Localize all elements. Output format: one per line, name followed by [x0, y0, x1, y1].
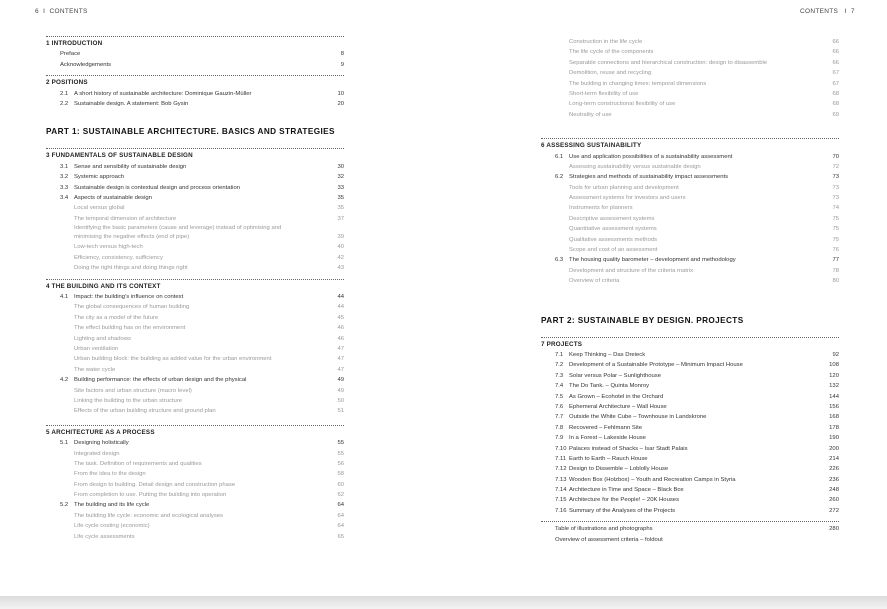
toc-subentry[interactable]: Overview of criteria 80 [569, 278, 839, 285]
divider [541, 337, 839, 338]
toc-entry[interactable]: 5.2 The building and its life cycle 64 [60, 502, 344, 509]
chapter-heading: 6 ASSESSING SUSTAINABILITY [541, 142, 642, 150]
toc-subentry[interactable]: Descriptive assessment systems 75 [569, 215, 839, 222]
project-entry[interactable]: 7.16 Summary of the Analyses of the Projects 272 [555, 507, 839, 514]
project-entry[interactable]: 7.12 Design to Dissemble – Loblolly House 226 [555, 466, 839, 473]
toc-subentry[interactable]: The life cycle of the components 66 [569, 49, 839, 56]
chapter-heading: 1 INTRODUCTION [46, 40, 103, 47]
divider [46, 425, 344, 426]
toc-entry[interactable]: 5.1 Designing holistically 55 [60, 440, 344, 447]
toc-subentry[interactable]: Construction in the life cycle 66 [569, 39, 839, 45]
toc-subentry[interactable]: Tools for urban planning and development 73 [569, 184, 839, 191]
toc-entry[interactable]: 3.4 Aspects of sustainable design 35 [60, 194, 344, 201]
project-entry[interactable]: 7.9 In a Forest – Lakeside House 190 [555, 435, 839, 442]
left-header-title: CONTENTS [49, 8, 88, 15]
toc-subentry[interactable]: From design to building. Detail design and construction phase 60 [74, 481, 344, 488]
toc-subentry[interactable]: Long-term constructional flexibility of use 68 [569, 101, 839, 108]
left-page-toc [46, 31, 344, 542]
project-entry[interactable]: 7.11 Earth to Earth – Rauch House 214 [555, 455, 839, 462]
toc-subentry[interactable]: Development and structure of the criteria matrix 78 [569, 267, 839, 274]
toc-subentry[interactable]: The building life cycle: economic and ecological analyses 64 [74, 512, 344, 519]
toc-subentry[interactable]: The temporal dimension of architecture 37 [74, 215, 344, 222]
project-entry[interactable]: 7.4 The Do Tank. – Quinta Monroy 132 [555, 383, 839, 390]
chapter-heading: 4 THE BUILDING AND ITS CONTEXT [46, 282, 161, 290]
toc-subentry[interactable]: Scope and cost of an assessment 76 [569, 247, 839, 254]
chapter-heading: 2 POSITIONS [46, 79, 88, 87]
toc-subentry[interactable]: The task. Definition of requirements and qualities 56 [74, 460, 344, 467]
divider [46, 75, 344, 76]
toc-subentry[interactable]: Linking the building to the urban structure 50 [74, 397, 344, 404]
header-separator: I [844, 8, 847, 15]
toc-subentry[interactable]: Efficiency, consistency, sufficiency 42 [74, 254, 344, 261]
chapter-heading: 5 ARCHITECTURE AS A PROCESS [46, 428, 155, 436]
right-header-title: CONTENTS [800, 8, 839, 15]
toc-entry[interactable]: 3.1 Sense and sensibility of sustainable design 30 [60, 163, 344, 170]
toc-subentry[interactable]: The water cycle 47 [74, 366, 344, 373]
toc-subentry[interactable]: Doing the right things and doing things right 43 [74, 265, 344, 272]
header-separator: I [43, 8, 46, 15]
right-page-toc [541, 37, 839, 545]
project-entry[interactable]: 7.13 Wooden Box (Holzbox) – Youth and Recreation Camps in Styria 236 [555, 476, 839, 483]
toc-subentry[interactable]: Instruments for planners 74 [569, 205, 839, 212]
toc-entry[interactable]: 3.2 Systemic approach 32 [60, 174, 344, 181]
toc-subentry[interactable]: From the idea to the design 58 [74, 471, 344, 478]
left-page-number: 6 [35, 8, 39, 15]
right-page-number: 7 [850, 8, 855, 15]
toc-subentry[interactable]: Lighting and shadows 46 [74, 335, 344, 342]
project-entry[interactable]: 7.14 Architecture in Time and Space – Black Box 248 [555, 487, 839, 494]
project-entry[interactable]: 7.3 Solar versus Polar – Sunlighthouse 120 [555, 372, 839, 379]
part-heading: PART 2: SUSTAINABLE BY DESIGN. PROJECTS [541, 315, 744, 325]
toc-subentry[interactable]: Effects of the urban building structure and ground plan 51 [74, 408, 344, 415]
project-entry[interactable]: 7.10 Palaces instead of Shacks – Isar Stadt Palais 200 [555, 445, 839, 452]
toc-subentry[interactable]: The city as a model of the future 45 [74, 314, 344, 321]
toc-subentry[interactable]: Integrated design 55 [74, 450, 344, 457]
project-entry[interactable]: 7.7 Outside the White Cube – Townhouse in Landskrone 168 [555, 414, 839, 421]
divider [541, 521, 839, 522]
toc-subentry[interactable]: Assessment systems for investors and users 73 [569, 195, 839, 202]
part-heading: PART 1: SUSTAINABLE ARCHITECTURE. BASICS AND STRATEGIES [46, 127, 335, 137]
right-running-header [800, 8, 855, 15]
divider [46, 148, 344, 149]
toc-entry[interactable]: 2.1 A short history of sustainable architecture: Dominique Gauzin-Müller 10 [60, 90, 344, 97]
divider [46, 36, 344, 37]
toc-subentry[interactable]: The effect building has on the environment 46 [74, 325, 344, 332]
toc-entry[interactable]: 4.1 Impact: the building’s influence on context 44 [60, 294, 344, 301]
project-entry[interactable]: 7.2 Development of a Sustainable Prototype – Minimum Impact House 108 [555, 362, 839, 369]
toc-subentry[interactable]: Low-tech versus high-tech 40 [74, 244, 344, 251]
toc-entry[interactable]: 6.3 The housing quality barometer – development and methodology 77 [555, 257, 839, 264]
divider [46, 279, 344, 280]
project-entry[interactable]: 7.5 As Grown – Ecohotel in the Orchard 144 [555, 393, 839, 400]
toc-entry[interactable]: 6.1 Use and application possibilities of a sustainability assessment 70 [555, 153, 839, 160]
toc-entry[interactable]: Preface 8 [60, 51, 344, 58]
toc-subentry[interactable]: Demolition, reuse and recycling 67 [569, 70, 839, 77]
divider [541, 138, 839, 139]
left-running-header [35, 8, 88, 15]
toc-entry[interactable]: 3.3 Sustainable design is contextual design and process orientation 33 [60, 184, 344, 191]
toc-subentry[interactable]: From completion to use. Putting the building into operation 62 [74, 492, 344, 499]
toc-entry[interactable]: 6.2 Strategies and methods of sustainability impact assessments 73 [555, 174, 839, 181]
toc-subentry[interactable]: Qualitative assessments methods 75 [569, 236, 839, 243]
toc-entry[interactable]: 2.2 Sustainable design. A statement: Bob Gysin 20 [60, 100, 344, 107]
toc-subentry[interactable]: Short-term flexibility of use 68 [569, 90, 839, 97]
toc-entry[interactable]: Overview of assessment criteria – foldout [555, 536, 663, 543]
toc-entry[interactable]: Table of illustrations and photographs 280 [555, 526, 839, 533]
page-shadow [0, 596, 887, 609]
toc-entry[interactable]: Acknowledgements 9 [60, 61, 344, 68]
toc-entry[interactable]: 4.2 Building performance: the effects of urban design and the physical 49 [60, 377, 344, 384]
toc-subentry[interactable]: Quantitative assessment systems 75 [569, 226, 839, 233]
toc-subentry[interactable]: Identifying the basic parameters (cause and leverage) instead of optimising and [74, 225, 282, 232]
toc-subentry[interactable]: The building in changing times: temporal dimensions 67 [569, 80, 839, 87]
toc-subentry[interactable]: Neutrality of use 69 [569, 111, 839, 118]
project-entry[interactable]: 7.6 Ephemeral Architecture – Wall House 156 [555, 403, 839, 410]
toc-subentry[interactable]: Assessing sustainability versus sustainable design 72 [569, 163, 839, 170]
chapter-heading: 3 FUNDAMENTALS OF SUSTAINABLE DESIGN [46, 152, 193, 160]
toc-subentry[interactable]: Separable connections and hierarchical construction: design to disassemble 66 [569, 59, 839, 66]
toc-subentry[interactable]: Local versus global 35 [74, 205, 344, 212]
toc-subentry[interactable]: Life cycle costing (economic) 64 [74, 523, 344, 530]
project-entry[interactable]: 7.1 Keep Thinking – Das Dreieck 92 [555, 351, 839, 358]
toc-subentry-continued[interactable]: minimising the negative effects (end of pipe) 39 [74, 234, 344, 241]
project-entry[interactable]: 7.8 Recovered – Fehlmann Site 178 [555, 424, 839, 431]
toc-subentry[interactable]: Life cycle assessments 65 [74, 533, 344, 540]
toc-subentry[interactable]: Urban ventilation 47 [74, 345, 344, 352]
toc-subentry[interactable]: Urban building block: the building as added value for the urban environment 47 [74, 356, 344, 363]
toc-subentry[interactable]: Site factors and urban structure (macro level) 49 [74, 387, 344, 394]
toc-subentry[interactable]: The global consequences of human building 44 [74, 304, 344, 311]
project-entry[interactable]: 7.15 Architecture for the People! – 20K Houses 260 [555, 497, 839, 504]
chapter-heading: 7 PROJECTS [541, 340, 583, 348]
